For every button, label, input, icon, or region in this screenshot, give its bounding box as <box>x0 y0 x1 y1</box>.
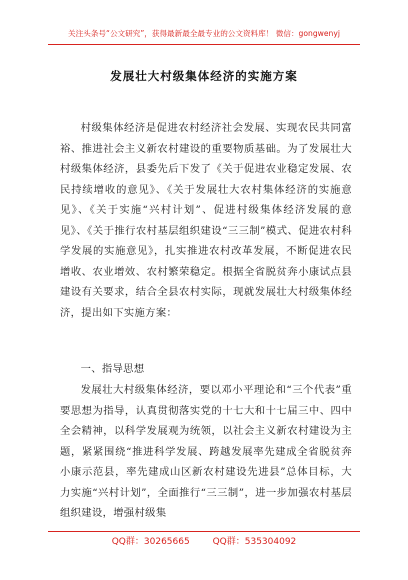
footer-contact <box>48 535 360 549</box>
header-notice: 关注头条号“公文研究”，获得最新最全最专业的公文资料库！ 微信：gongwenyj <box>68 29 340 38</box>
paragraph-guiding-ideology: 发展壮大村级集体经济，要以邓小平理论和“三个代表”重要思想为指导，认真贯彻落实党的十七大和十七届三中、四中全会精神，以科学发展观为统领，以社会主义新农村建设为主题，紧紧围绕“推进科学发展、跨越发展率先建成全省脱贫奔小康示范县，率先建成山区新农村建设先进县”总体目标，大力实施“兴村计划”，全面推行“三三制”，进一步加强农村基层组织建设，增强村级集 <box>60 384 352 519</box>
paragraph-intro: 村级集体经济是促进农村经济社会发展、实现农民共同富裕、推进社会主义新农村建设的重要物质基础。为了发展壮大村级集体经济，县委先后下发了《关于促进农业稳定发展、农民持续增收的意见》、《关于发展壮大农村集体经济的实施意见》、《关于实施“兴村计划”、促进村级集体经济发展的意见》、《关于推行农村基层组织建设“三三制”模式、促进农村科学发展的实施意见》，扎实推进农村改革发展，不断促进农民增收、农业增效、农村繁荣稳定。根据全省脱贫奔小康试点县建设有关要求，结合全县农村实际，现就发展壮大村级集体经济，提出如下实施方案： <box>60 122 352 319</box>
footer-qq-group-2: QQ群：535304092 <box>212 537 297 547</box>
header-divider <box>48 44 360 45</box>
footer-qq-group-1: QQ群：30265665 <box>111 537 190 547</box>
section-heading-guiding-ideology: 一、指导思想 <box>80 363 145 375</box>
footer-divider <box>48 531 360 532</box>
document-title: 发展壮大村级集体经济的实施方案 <box>110 69 298 83</box>
